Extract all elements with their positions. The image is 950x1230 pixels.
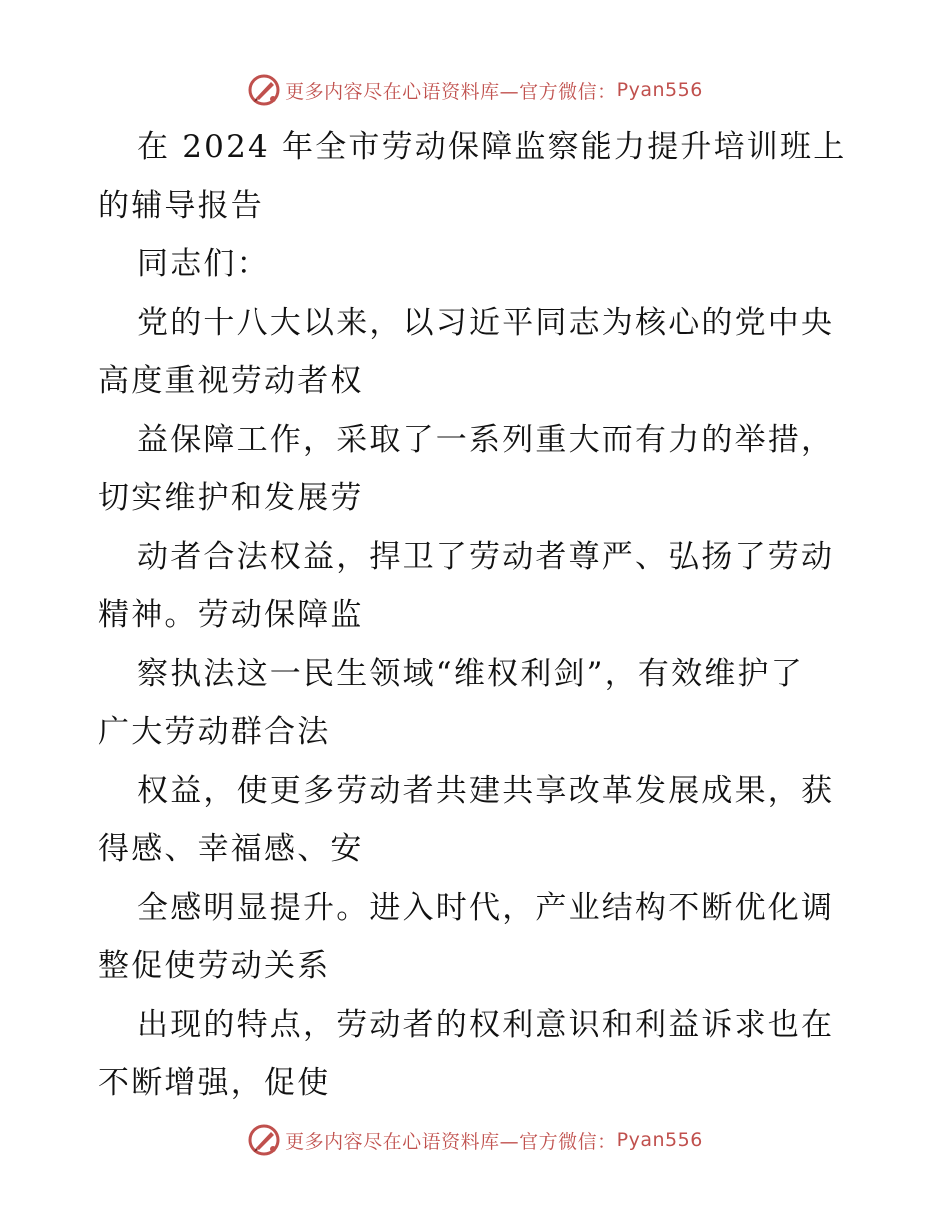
body-line: 不断增强，促使 bbox=[98, 1065, 331, 1101]
body-line: 广大劳动群合法 bbox=[98, 714, 331, 750]
watermark-wechat-id: Pyan556 bbox=[616, 79, 703, 101]
body-line: 得感、幸福感、安 bbox=[98, 831, 364, 867]
body-line: 权益，使更多劳动者共建共享改革发展成果，获 bbox=[137, 772, 835, 809]
watermark-text: 更多内容尽在心语资料库—官方微信： bbox=[285, 1130, 617, 1153]
body-line: 益保障工作，采取了一系列重大而有力的举措， bbox=[137, 421, 835, 458]
salutation: 同志们： bbox=[137, 246, 270, 282]
body-line: 动者合法权益，捍卫了劳动者尊严、弘扬了劳动 bbox=[137, 538, 835, 575]
header-watermark bbox=[0, 70, 950, 110]
quill-logo-icon bbox=[247, 73, 281, 107]
watermark-wechat-id: Pyan556 bbox=[616, 1129, 703, 1151]
document-title-line-2: 的辅导报告 bbox=[98, 187, 264, 224]
footer-watermark bbox=[0, 1120, 950, 1160]
body-line: 高度重视劳动者权 bbox=[98, 363, 364, 399]
body-line: 全感明显提升。进入时代，产业结构不断优化调 bbox=[137, 889, 835, 926]
document-title-line-1: 在 2024 年全市劳动保障监察能力提升培训班上 bbox=[137, 129, 847, 165]
body-line: 党的十八大以来，以习近平同志为核心的党中央 bbox=[137, 304, 835, 341]
watermark-text: 更多内容尽在心语资料库—官方微信： bbox=[285, 80, 617, 103]
quill-logo-icon bbox=[247, 1123, 281, 1157]
body-line: 察执法这一民生领域“维权利剑”，有效维护了 bbox=[137, 655, 804, 692]
document-body bbox=[98, 118, 858, 1113]
body-line: 出现的特点，劳动者的权利意识和利益诉求也在 bbox=[137, 1006, 835, 1043]
body-line: 整促使劳动关系 bbox=[98, 948, 331, 984]
body-line: 切实维护和发展劳 bbox=[98, 480, 364, 516]
body-line: 精神。劳动保障监 bbox=[98, 597, 364, 633]
